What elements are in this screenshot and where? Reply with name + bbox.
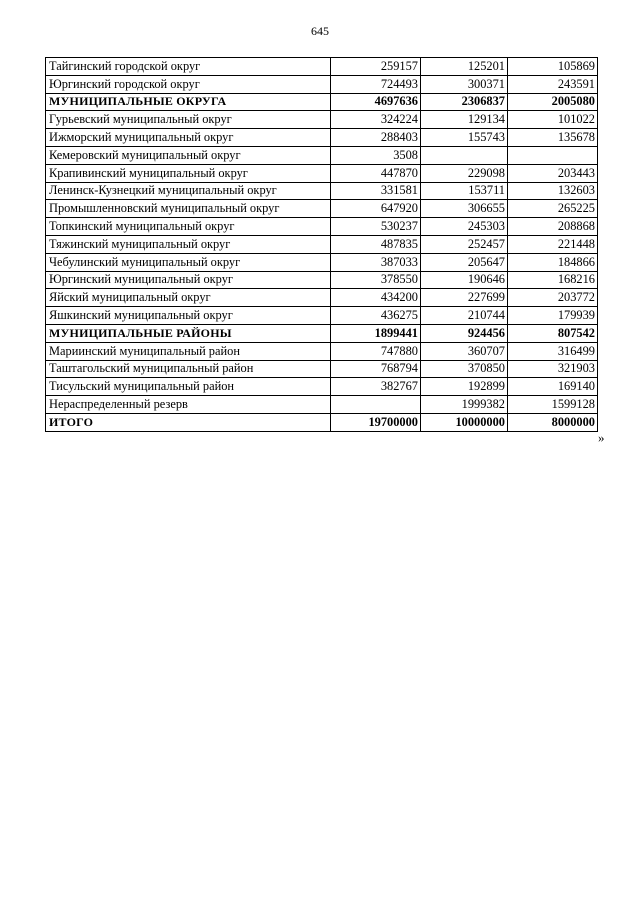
- table-row: [46, 200, 598, 218]
- section-total-1: 1899441: [331, 324, 421, 342]
- row-value-1: 324224: [331, 111, 421, 129]
- row-value-3: 221448: [508, 235, 598, 253]
- row-value-3: 203772: [508, 289, 598, 307]
- row-value-1: 288403: [331, 129, 421, 147]
- total-value-2: 10000000: [421, 413, 508, 431]
- row-value-3: 184866: [508, 253, 598, 271]
- table-row: [46, 146, 598, 164]
- row-value-3: 203443: [508, 164, 598, 182]
- closing-quote: »: [598, 430, 605, 445]
- total-value-1: 19700000: [331, 413, 421, 431]
- budget-table: [45, 57, 598, 432]
- row-value-3: 168216: [508, 271, 598, 289]
- row-name: Промышленновский муниципальный округ: [46, 200, 331, 218]
- row-value-2: 125201: [421, 58, 508, 76]
- row-value-1: 3508: [331, 146, 421, 164]
- row-value-3: 135678: [508, 129, 598, 147]
- row-value-3: 169140: [508, 378, 598, 396]
- row-value-1: 487835: [331, 235, 421, 253]
- row-value-2: 360707: [421, 342, 508, 360]
- row-value-2: 192899: [421, 378, 508, 396]
- row-value-1: 434200: [331, 289, 421, 307]
- row-name: Ижморский муниципальный округ: [46, 129, 331, 147]
- row-value-2: 1999382: [421, 396, 508, 414]
- row-value-2: 129134: [421, 111, 508, 129]
- section-total-3: 2005080: [508, 93, 598, 111]
- row-value-2: 370850: [421, 360, 508, 378]
- page-number: 645: [311, 24, 329, 38]
- row-name: Тайгинский городской округ: [46, 58, 331, 76]
- row-value-2: 252457: [421, 235, 508, 253]
- row-value-2: 306655: [421, 200, 508, 218]
- table-row: [46, 164, 598, 182]
- row-value-3: 321903: [508, 360, 598, 378]
- row-name: Тяжинский муниципальный округ: [46, 235, 331, 253]
- section-name: МУНИЦИПАЛЬНЫЕ ОКРУГА: [46, 93, 331, 111]
- section-total-1: 4697636: [331, 93, 421, 111]
- row-value-1: 724493: [331, 75, 421, 93]
- row-value-3: 101022: [508, 111, 598, 129]
- row-name: Нераспределенный резерв: [46, 396, 331, 414]
- row-value-1: 387033: [331, 253, 421, 271]
- table-row: [46, 129, 598, 147]
- total-row: [46, 413, 598, 431]
- table-row: [46, 289, 598, 307]
- row-value-2: 190646: [421, 271, 508, 289]
- row-value-1: 259157: [331, 58, 421, 76]
- table-row: [46, 271, 598, 289]
- row-name: Чебулинский муниципальный округ: [46, 253, 331, 271]
- table-row: [46, 396, 598, 414]
- row-value-3: 316499: [508, 342, 598, 360]
- row-value-2: 300371: [421, 75, 508, 93]
- row-value-2: 205647: [421, 253, 508, 271]
- row-value-3: 132603: [508, 182, 598, 200]
- row-value-2: 210744: [421, 307, 508, 325]
- row-name: Юргинский городской округ: [46, 75, 331, 93]
- row-value-1: 382767: [331, 378, 421, 396]
- table-row: [46, 307, 598, 325]
- row-name: Крапивинский муниципальный округ: [46, 164, 331, 182]
- section-total-2: 2306837: [421, 93, 508, 111]
- row-value-1: 747880: [331, 342, 421, 360]
- table-row: [46, 75, 598, 93]
- table-row: [46, 58, 598, 76]
- section-header-row: [46, 93, 598, 111]
- row-name: Мариинский муниципальный район: [46, 342, 331, 360]
- row-name: Ленинск-Кузнецкий муниципальный округ: [46, 182, 331, 200]
- row-value-2: 245303: [421, 218, 508, 236]
- table-row: [46, 378, 598, 396]
- row-name: Тисульский муниципальный район: [46, 378, 331, 396]
- row-name: Кемеровский муниципальный округ: [46, 146, 331, 164]
- total-value-3: 8000000: [508, 413, 598, 431]
- row-value-1: [331, 396, 421, 414]
- row-name: Яшкинский муниципальный округ: [46, 307, 331, 325]
- row-value-1: 447870: [331, 164, 421, 182]
- table-row: [46, 360, 598, 378]
- row-value-2: 155743: [421, 129, 508, 147]
- table-row: [46, 218, 598, 236]
- row-name: Юргинский муниципальный округ: [46, 271, 331, 289]
- row-name: Яйский муниципальный округ: [46, 289, 331, 307]
- section-total-2: 924456: [421, 324, 508, 342]
- row-value-1: 530237: [331, 218, 421, 236]
- row-value-3: 105869: [508, 58, 598, 76]
- table-row: [46, 253, 598, 271]
- row-value-1: 647920: [331, 200, 421, 218]
- table-row: [46, 111, 598, 129]
- section-total-3: 807542: [508, 324, 598, 342]
- row-value-2: 153711: [421, 182, 508, 200]
- table-row: [46, 342, 598, 360]
- row-name: Гурьевский муниципальный округ: [46, 111, 331, 129]
- row-value-3: 208868: [508, 218, 598, 236]
- total-label: ИТОГО: [46, 413, 331, 431]
- row-value-3: 179939: [508, 307, 598, 325]
- row-value-2: [421, 146, 508, 164]
- table-row: [46, 182, 598, 200]
- row-name: Топкинский муниципальный округ: [46, 218, 331, 236]
- row-value-3: 243591: [508, 75, 598, 93]
- row-value-3: 265225: [508, 200, 598, 218]
- row-name: Таштагольский муниципальный район: [46, 360, 331, 378]
- table-row: [46, 235, 598, 253]
- row-value-2: 229098: [421, 164, 508, 182]
- row-value-3: 1599128: [508, 396, 598, 414]
- row-value-2: 227699: [421, 289, 508, 307]
- section-header-row: [46, 324, 598, 342]
- row-value-3: [508, 146, 598, 164]
- section-name: МУНИЦИПАЛЬНЫЕ РАЙОНЫ: [46, 324, 331, 342]
- row-value-1: 378550: [331, 271, 421, 289]
- row-value-1: 768794: [331, 360, 421, 378]
- row-value-1: 436275: [331, 307, 421, 325]
- row-value-1: 331581: [331, 182, 421, 200]
